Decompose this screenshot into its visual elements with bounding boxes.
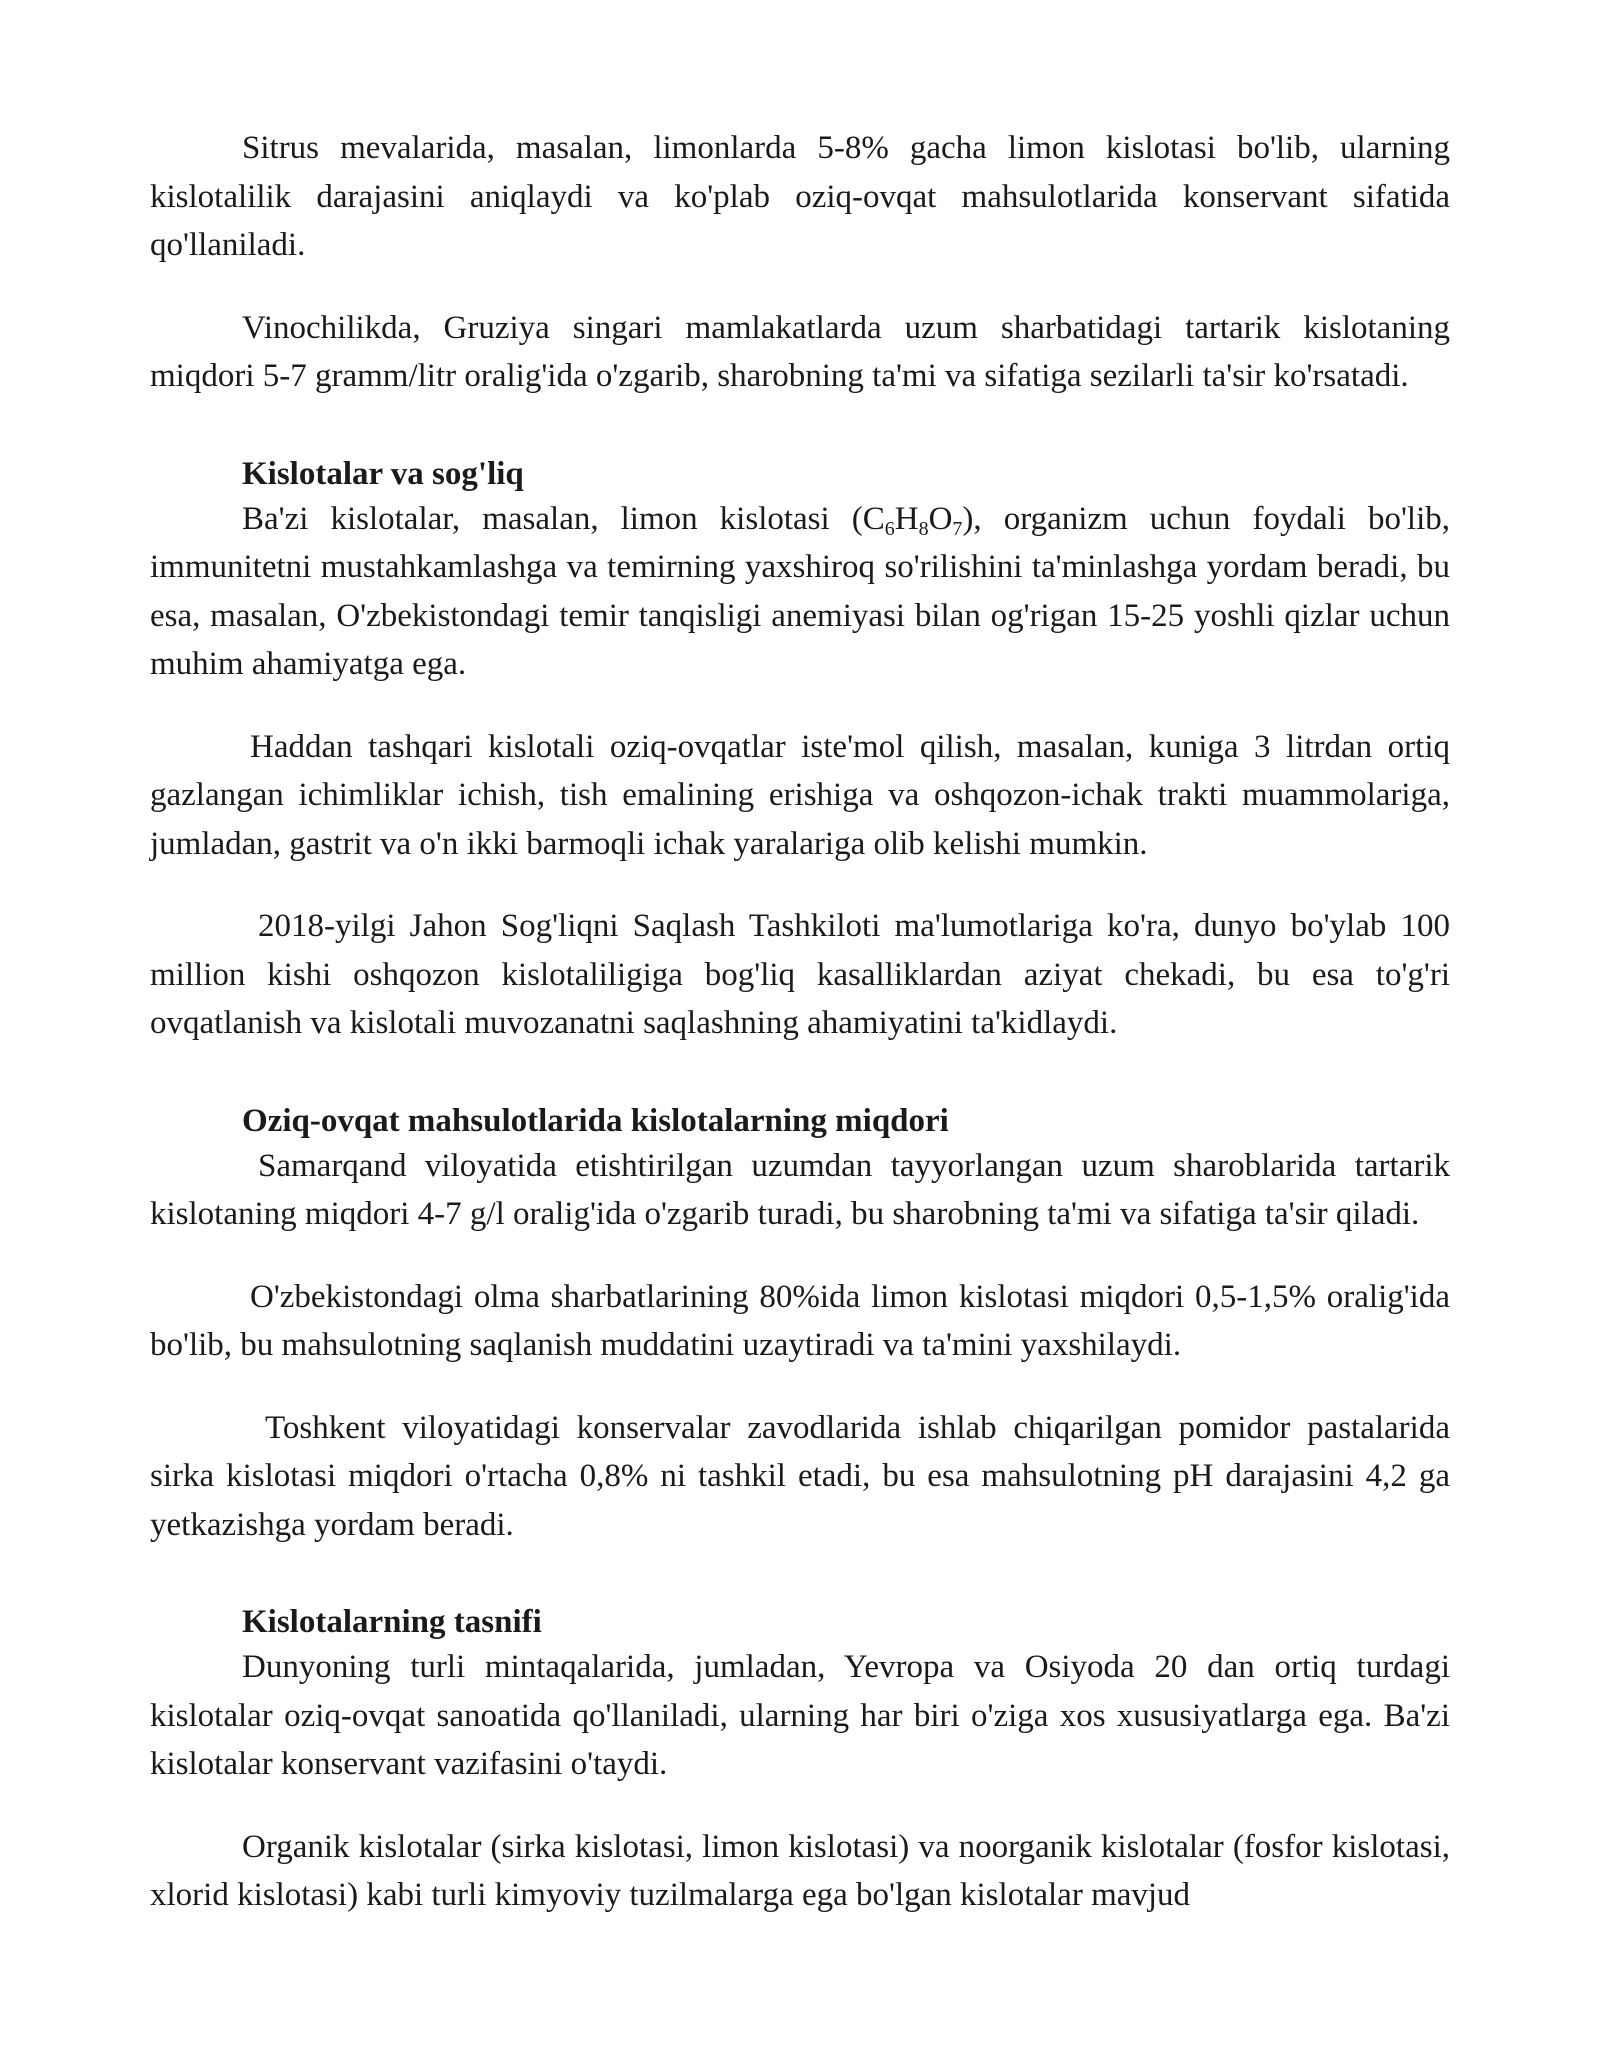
paragraph-tomato-paste: Toshkent viloyatidagi konservalar zavodlarida ishlab chiqarilgan pomidor pastalarida sirka kislotasi miqdori o'rtacha 0,8% ni tashkil etadi, bu esa mahsulotning pH darajasini 4,2 ga yetkazishga yordam beradi. — [150, 1409, 1450, 1543]
paragraph-organic-inorganic: Organik kislotalar (sirka kislotasi, limon kislotasi) va noorganik kislotalar (fosfor kislotasi, xlorid kislotasi) kabi turli kimyoviy tuzilmalarga ega bo'lgan kislotalar mavjud — [150, 1828, 1450, 1913]
formula-hydrogen: H — [894, 500, 919, 537]
paragraph-excess-acid: Haddan tashqari kislotali oziq-ovqatlar iste'mol qilish, masalan, kuniga 3 litrdan ortiq gazlangan ichimliklar ichish, tish emalining erishiga va oshqozon-ichak trakti muammolariga, jumladan, gastrit va o'n ikki barmoqli ichak yaralariga olib kelishi mumkin. — [150, 728, 1450, 862]
formula-oxygen: O — [928, 500, 953, 537]
paragraph-world-regions: Dunyoning turli mintaqalarida, jumladan, Yevropa va Osiyoda 20 dan ortiq turdagi kislotalar oziq-ovqat sanoatida qo'llaniladi, ularning har biri o'ziga xos xususiyatlarga ega. Ba'zi kislotalar konservant vazifasini o'taydi. — [150, 1649, 1450, 1782]
citric-acid-text-start: Ba'zi kislotalar, masalan, limon kislotasi (C — [242, 500, 885, 537]
document-page — [150, 124, 1450, 1920]
formula-subscript-c: 6 — [884, 517, 895, 540]
paragraph-apple-juice: O'zbekistondagi olma sharbatlarining 80%ida limon kislotasi miqdori 0,5-1,5% oralig'ida bo'lib, bu mahsulotning saqlanish muddatini uzaytiradi va ta'mini yaxshilaydi. — [150, 1278, 1450, 1363]
paragraph-samarkand-wine: Samarqand viloyatida etishtirilgan uzumdan tayyorlangan uzum sharoblarida tartarik kislotaning miqdori 4-7 g/l oralig'ida o'zgarib turadi, bu sharobning ta'mi va sifatiga ta'sir qiladi. — [150, 1147, 1450, 1232]
heading-acids-and-health: Kislotalar va sog'liq — [242, 455, 524, 492]
citric-acid-text-end: ), organizm uchun foydali bo'lib, immunitetni mustahkamlashga va temirning yaxshiroq so'rilishini ta'minlashga yordam beradi, bu esa, masalan, O'zbekistondagi temir tanqisligi anemiyasi bilan og'rigan 15-25 yoshli qizlar uchun muhim ahamiyatga ega. — [150, 500, 1450, 682]
heading-acid-content-in-food: Oziq-ovqat mahsulotlarida kislotalarning miqdori — [242, 1102, 949, 1139]
formula-subscript-o: 7 — [952, 517, 963, 540]
paragraph-winemaking: Vinochilikda, Gruziya singari mamlakatlarda uzum sharbatidagi tartarik kislotaning miqdori 5-7 gramm/litr oralig'ida o'zgarib, sharobning ta'mi va sifatiga sezilarli ta'sir ko'rsatadi. — [150, 309, 1450, 394]
heading-acid-classification: Kislotalarning tasnifi — [242, 1604, 542, 1640]
formula-subscript-h: 8 — [918, 517, 929, 540]
paragraph-citric-acid-health — [150, 495, 1450, 689]
paragraph-citrus: Sitrus mevalarida, masalan, limonlarda 5-8% gacha limon kislotasi bo'lib, ularning kislotalilik darajasini aniqlaydi va ko'plab oziq-ovqat mahsulotlarida konservant sifatida qo'llaniladi. — [150, 130, 1450, 263]
paragraph-who-2018: 2018-yilgi Jahon Sog'liqni Saqlash Tashkiloti ma'lumotlariga ko'ra, dunyo bo'ylab 100 million kishi oshqozon kislotaliligiga bog'liq kasalliklardan aziyat chekadi, bu esa to'g'ri ovqatlanish va kislotali muvozanatni saqlashning ahamiyatini ta'kidlaydi. — [150, 908, 1450, 1041]
